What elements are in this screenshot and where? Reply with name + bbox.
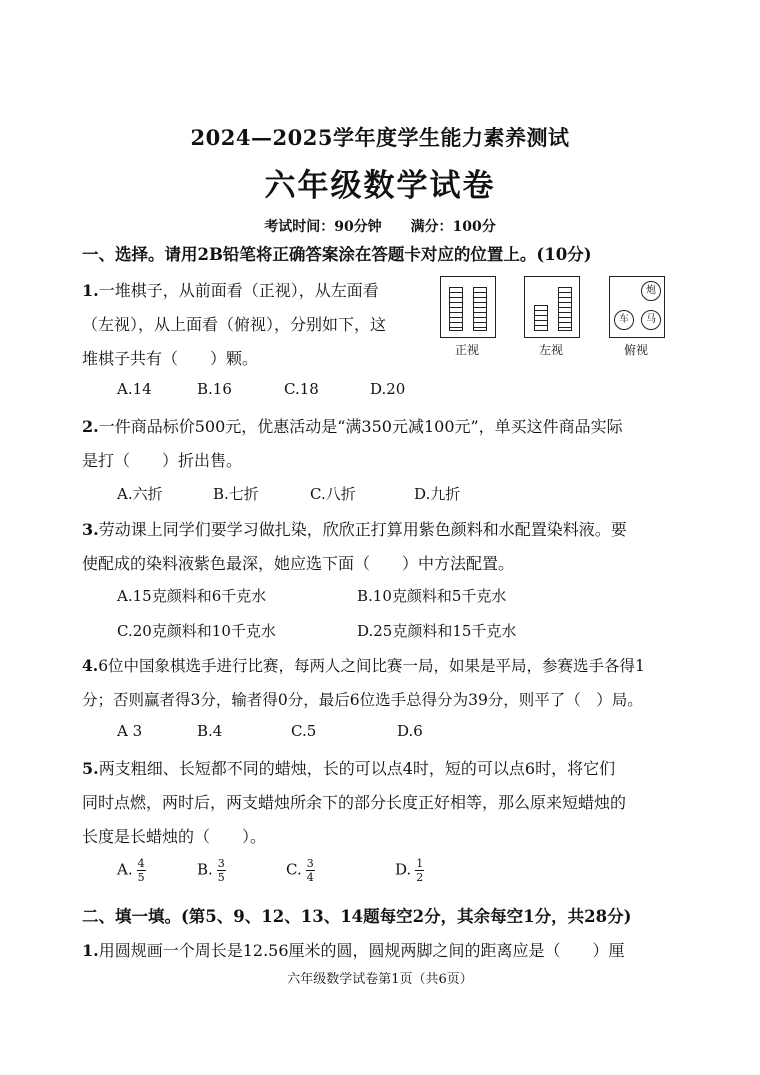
page-footer: 六年级数学试卷第1页（共6页） <box>287 972 473 987</box>
q5-line3: 长度是长蜡烛的（ ）。 <box>82 827 267 846</box>
q1-option-c[interactable]: C.18 <box>284 380 319 398</box>
q3-number: 3. <box>82 520 99 539</box>
q5-option-b[interactable]: B. $\frac{3}{5}$ <box>197 857 225 884</box>
q4-option-b[interactable]: B.4 <box>197 722 223 740</box>
piece-ma: 马 <box>641 310 661 330</box>
q2-option-d[interactable]: D.九折 <box>414 485 461 503</box>
front-view-box <box>440 276 496 338</box>
exam-title-line1: 2024—2025学年度学生能力素养测试 <box>190 125 570 150</box>
q3-line2: 使配成的染料液紫色最深，她应选下面（ ）中方法配置。 <box>82 554 515 573</box>
q3-option-a[interactable]: A.15克颜料和6千克水 <box>117 587 267 605</box>
q3-line1: 3.劳动课上同学们要学习做扎染，欣欣正打算用紫色颜料和水配置染料液。要 <box>82 520 627 539</box>
q5-line1: 5.两支粗细、长短都不同的蜡烛，长的可以点4时，短的可以点6时，将它们 <box>82 759 616 778</box>
q5-line2: 同时点燃，两时后，两支蜡烛所余下的部分长度正好相等，那么原来短蜡烛的 <box>82 793 627 812</box>
q2-option-c[interactable]: C.八折 <box>310 485 356 503</box>
q2-option-a[interactable]: A.六折 <box>117 485 163 503</box>
q5-option-c[interactable]: C. $\frac{3}{4}$ <box>286 857 314 884</box>
q2-line2: 是打（ ）折出售。 <box>82 451 243 470</box>
top-view-label: 俯视 <box>623 343 648 357</box>
q2-line1: 2.一件商品标价500元，优惠活动是“满350元减100元”，单买这件商品实际 <box>82 417 623 436</box>
q5-option-c-fraction: $\frac{3}{4}$ <box>306 857 314 884</box>
q5-option-a-fraction: $\frac{4}{5}$ <box>137 857 145 884</box>
exam-time: 考试时间：90分钟 <box>264 219 382 235</box>
front-stack-2 <box>473 287 487 331</box>
q1-line2: （左视），从上面看（俯视），分别如下，这 <box>82 315 387 334</box>
section1-heading: 一、选择。请用2B铅笔将正确答案涂在答题卡对应的位置上。(10分) <box>82 245 592 264</box>
q2-option-b[interactable]: B.七折 <box>213 485 259 503</box>
full-score: 满分：100分 <box>410 219 496 235</box>
q4-line1: 4.6位中国象棋选手进行比赛，每两人之间比赛一局，如果是平局，参赛选手各得1 <box>82 656 645 675</box>
q3-option-d[interactable]: D.25克颜料和15千克水 <box>357 622 517 640</box>
q1-option-a[interactable]: A.14 <box>117 380 152 398</box>
left-view-label: 左视 <box>538 343 563 357</box>
q4-option-d[interactable]: D.6 <box>397 722 423 740</box>
left-stack-1 <box>534 305 548 331</box>
front-view-label: 正视 <box>454 343 479 357</box>
q1-option-d[interactable]: D.20 <box>370 380 406 398</box>
s2-q1-number: 1. <box>82 941 99 960</box>
q5-option-a[interactable]: A. $\frac{4}{5}$ <box>117 857 145 884</box>
q4-number: 4. <box>82 656 99 675</box>
q5-option-d-fraction: $\frac{1}{2}$ <box>416 857 424 884</box>
q1-number: 1. <box>82 281 99 300</box>
q1-option-b[interactable]: B.16 <box>197 380 232 398</box>
q3-option-b[interactable]: B.10克颜料和5千克水 <box>357 587 507 605</box>
q3-option-c[interactable]: C.20克颜料和10千克水 <box>117 622 276 640</box>
front-stack-1 <box>449 287 463 331</box>
exam-info <box>0 216 760 236</box>
q1-line3: 堆棋子共有（ ）颗。 <box>82 349 259 368</box>
left-view-box <box>524 276 580 338</box>
piece-che: 车 <box>614 310 634 330</box>
q2-number: 2. <box>82 417 99 436</box>
q5-option-b-fraction: $\frac{3}{5}$ <box>217 857 225 884</box>
exam-title-line2: 六年级数学试卷 <box>264 168 496 204</box>
q1-line1: 1.一堆棋子，从前面看（正视），从左面看 <box>82 281 379 300</box>
q4-line2: 分；否则赢者得3分，输者得0分，最后6位选手总得分为39分，则平了（ ）局。 <box>82 691 643 709</box>
left-stack-2 <box>558 287 572 331</box>
section2-heading: 二、填一填。(第5、9、12、13、14题每空2分，其余每空1分，共28分) <box>82 907 632 926</box>
q4-option-c[interactable]: C.5 <box>291 722 317 740</box>
q5-number: 5. <box>82 759 99 778</box>
q5-option-d[interactable]: D. $\frac{1}{2}$ <box>395 857 424 884</box>
piece-pao: 炮 <box>641 281 661 301</box>
q4-option-a[interactable]: A 3 <box>117 722 143 740</box>
top-view-box <box>609 276 665 338</box>
s2-q1-line1: 1.用圆规画一个周长是12.56厘米的圆，圆规两脚之间的距离应是（ ）厘 <box>82 941 625 960</box>
